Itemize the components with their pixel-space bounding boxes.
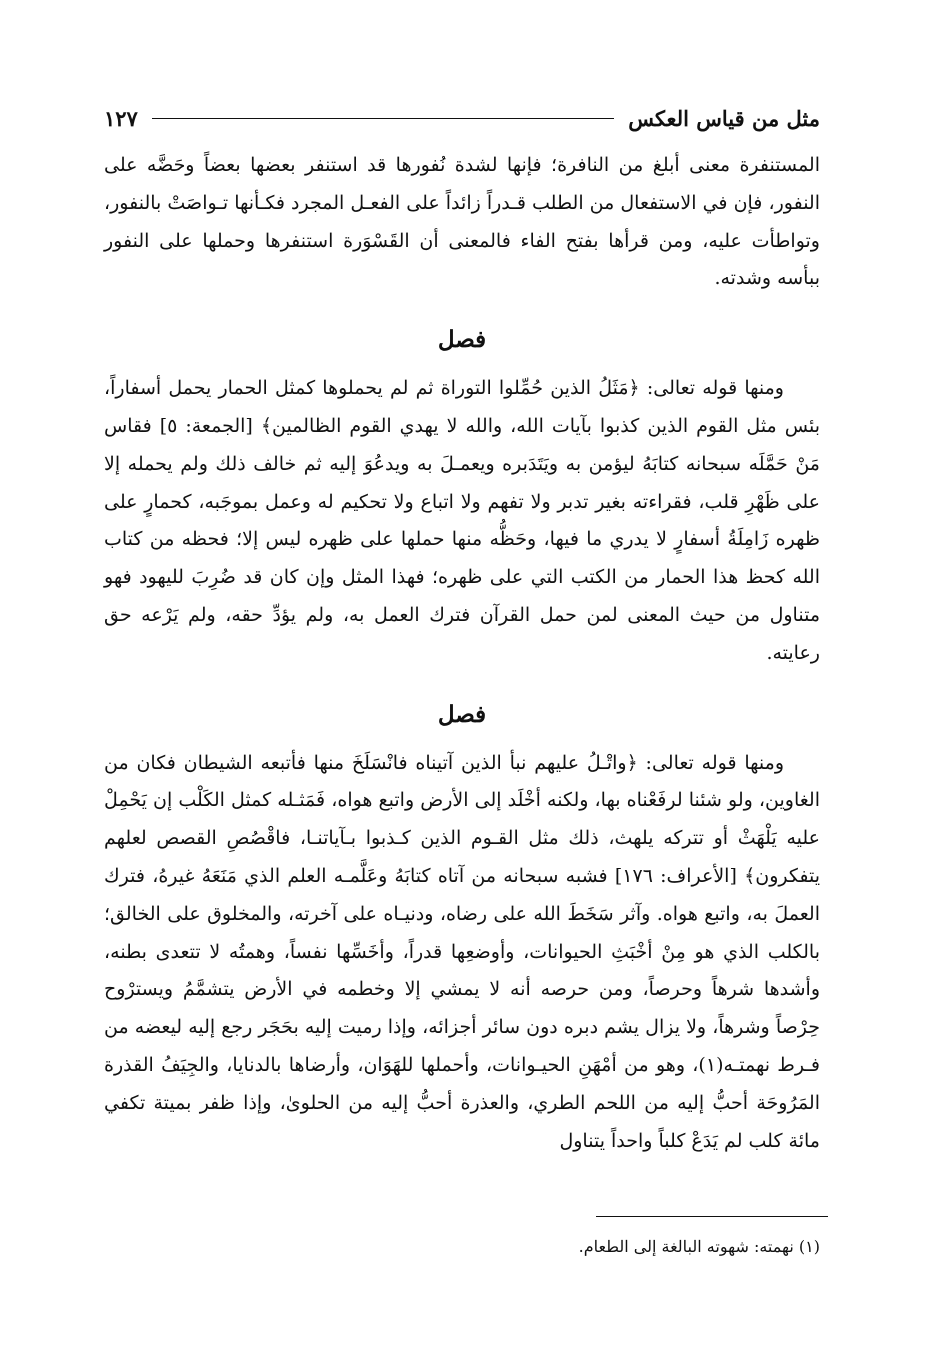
chapter-title: مثل من قياس العكس [628, 105, 820, 131]
section-heading-2: فصل [437, 700, 487, 728]
footnote-rule [596, 1216, 828, 1217]
page-number: ١٢٧ [104, 105, 138, 131]
spacer [104, 298, 820, 309]
footnote: (١) نهمته: شهوته البالغة إلى الطعام. [578, 1237, 820, 1256]
running-header [104, 100, 820, 136]
section-heading-1: فصل [437, 326, 487, 354]
paragraph-3: ومنها قوله تعالى: ﴿واتْـلُ عليهم نبأ الذين آتيناه فانْسَلَخَ منها فأتبعه الشيطان فكان من الغاوين، ولو شئنا لرفَعْناه بها، ولكنه أخْلَد إلى الأرض واتبع هواه، فَمَثـله كمثل الكَلْب إن يَحْمِلْ عليه يَلْهَثْ أو تتركه يلهث، ذلك مثل القـوم الذين كـذبوا بـآياتنـا، فاقْصُصِ القصص لعلهم يتفكرون﴾ [الأعراف: ١٧٦] فشبه سبحانه من آتاه كتابَهُ وعَلَّمـه العلم الذي مَنَعَهُ غيرهُ، فترك العملَ به، واتبع هواه. وآثر سَخَطَ الله على رضاه، ودنيـاه على آخرته، والمخلوق على الخالق؛ بالكلب الذي هو مِنْ أخْبَثِ الحيوانات، وأوضعِها قدراً، وأخَسِّها نفساً، وهمتُه لا تتعدى بطنه، وأشدها شرهاً وحرصاً، ومن حرصه أنه لا يمشي إلا وخطمه في الأرض يتشمَّمُ ويسترْوح حِرْصاً وشرهاً، ولا يزال يشم دبره دون سائر أجزائه، وإذا رميت إليه بحَجَر رجع إليه ليعضه من فـرط نهمتـه(١)، وهو من أمْهَنِ الحيـوانات، وأحملها للهَوَان، وأرضاها بالدنايا، والجِيَفُ القذرة المَرُوحَة أحبُّ إليه من اللحم الطري، والعذرة أحبُّ إليه من الحلوىٰ، وإذا ظفر بميتة تكفي مائة كلب لم يَدَعْ كلباً واحداً يتناول [104, 751, 821, 1152]
spacer [104, 673, 820, 684]
paragraph-1: المستنفرة معنى أبلغ من النافرة؛ فإنها لشدة نُفورها قد استنفر بعضها بعضاً وحَضَّه على النفور، فإن في الاستفعال من الطلب قـدراً زائداً على الفعـل المجرد فكـأنها تـواصَتْ بالنفور، وتواطأت عليه، ومن قرأها بفتح الفاء فالمعنى أن القَسْوَرة استنفرها وحملها على النفور ببأسه وشدته. [104, 154, 820, 290]
paragraph-2: ومنها قوله تعالى: ﴿مَثَلُ الذين حُمِّلوا التوراة ثم لم يحملوها كمثل الحمار يحمل أسفاراً، بئس مثل القوم الذين كذبوا بآيات الله، والله لا يهدي القوم الظالمين﴾ [الجمعة: ٥] فقاس مَنْ حَمَّلَه سبحانه كتابَهُ ليؤمن به ويَتَدَبره ويعمـلَ به ويدعُوَ إليه ثم خالف ذلك ولم يحمله إلا على ظَهْرِ قلب، فقراءته بغير تدبر ولا تفهم ولا اتباع ولا تحكيم له وعمل بموجَبه، كحمارٍ على ظهره زَامِلَةُ أسفارٍ لا يدري ما فيها، وحَظُّه منها حملها على ظهره ليس إلا؛ فحظه من كتاب الله كحظ هذا الحمار من الكتب التي على ظهره؛ فهذا المثل وإن كان قد ضُرِبَ لليهود فهو متناول من حيث المعنى لمن حمل القرآن فترك العمل به، ولم يؤدِّ حقه، ولم يَرْعه حق رعايته. [104, 377, 820, 664]
header-rule [152, 118, 614, 119]
main-text [104, 147, 820, 1160]
